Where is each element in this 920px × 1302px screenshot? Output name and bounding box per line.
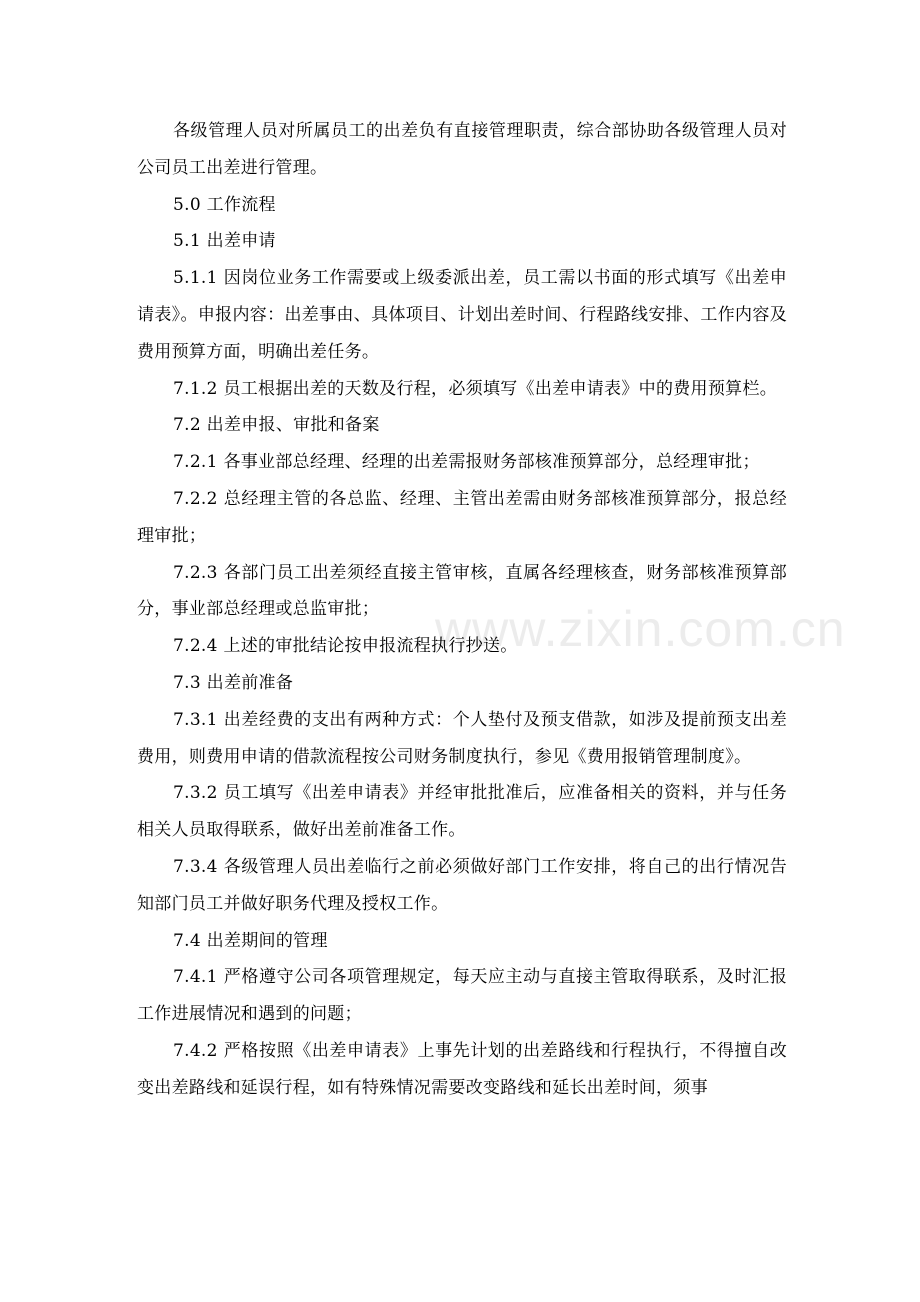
- paragraph-7-1-2: 7.1.2 员工根据出差的天数及行程，必须填写《出差申请表》中的费用预算栏。: [173, 378, 778, 399]
- heading-pre-travel-preparation: 7.3 出差前准备: [173, 672, 294, 693]
- paragraph-7-3-2: 7.3.2 员工填写《出差申请表》并经审批批准后，应准备相关的资料，并与任务相关人员取得联系，做好出差前准备工作。: [137, 783, 787, 841]
- document-body: [137, 113, 787, 1107]
- paragraph-7-2-4: 7.2.4 上述的审批结论按申报流程执行抄送。: [173, 636, 518, 657]
- paragraph-management-responsibility: 各级管理人员对所属员工的出差负有直接管理职责，综合部协助各级管理人员对公司员工出差进行管理。: [137, 121, 787, 178]
- paragraph-7-3-1: 7.3.1 出差经费的支出有两种方式：个人垫付及预支借款，如涉及提前预支出差费用，则费用申请的借款流程按公司财务制度执行，参见《费用报销管理制度》。: [137, 709, 787, 767]
- paragraph-7-2-3: 7.2.3 各部门员工出差须经直接主管审核，直属各经理核查，财务部核准预算部分，事业部总经理或总监审批；: [137, 562, 787, 620]
- heading-work-process: 5.0 工作流程: [173, 194, 276, 215]
- heading-travel-application: 5.1 出差申请: [173, 231, 276, 252]
- paragraph-7-4-2: 7.4.2 严格按照《出差申请表》上事先计划的出差路线和行程执行，不得擅自改变出差路线和延误行程，如有特殊情况需要改变路线和延长出差时间，须事: [137, 1040, 787, 1098]
- paragraph-7-2-1: 7.2.1 各事业部总经理、经理的出差需报财务部核准预算部分，总经理审批；: [173, 452, 760, 473]
- paragraph-7-4-1: 7.4.1 严格遵守公司各项管理规定，每天应主动与直接主管取得联系，及时汇报工作进展情况和遇到的问题；: [137, 967, 787, 1025]
- heading-during-travel-management: 7.4 出差期间的管理: [173, 930, 328, 951]
- paragraph-7-3-4: 7.3.4 各级管理人员出差临行之前必须做好部门工作安排，将自己的出行情况告知部门员工并做好职务代理及授权工作。: [137, 856, 787, 914]
- paragraph-5-1-1: 5.1.1 因岗位业务工作需要或上级委派出差，员工需以书面的形式填写《出差申请表》。申报内容：出差事由、具体项目、计划出差时间、行程路线安排、工作内容及费用预算方面，明确出差任务。: [137, 268, 787, 362]
- watermark-text: www.zixin.com.cn: [435, 601, 846, 657]
- paragraph-7-2-2: 7.2.2 总经理主管的各总监、经理、主管出差需由财务部核准预算部分，报总经理审批；: [137, 488, 787, 546]
- heading-approval-filing: 7.2 出差申报、审批和备案: [173, 415, 380, 436]
